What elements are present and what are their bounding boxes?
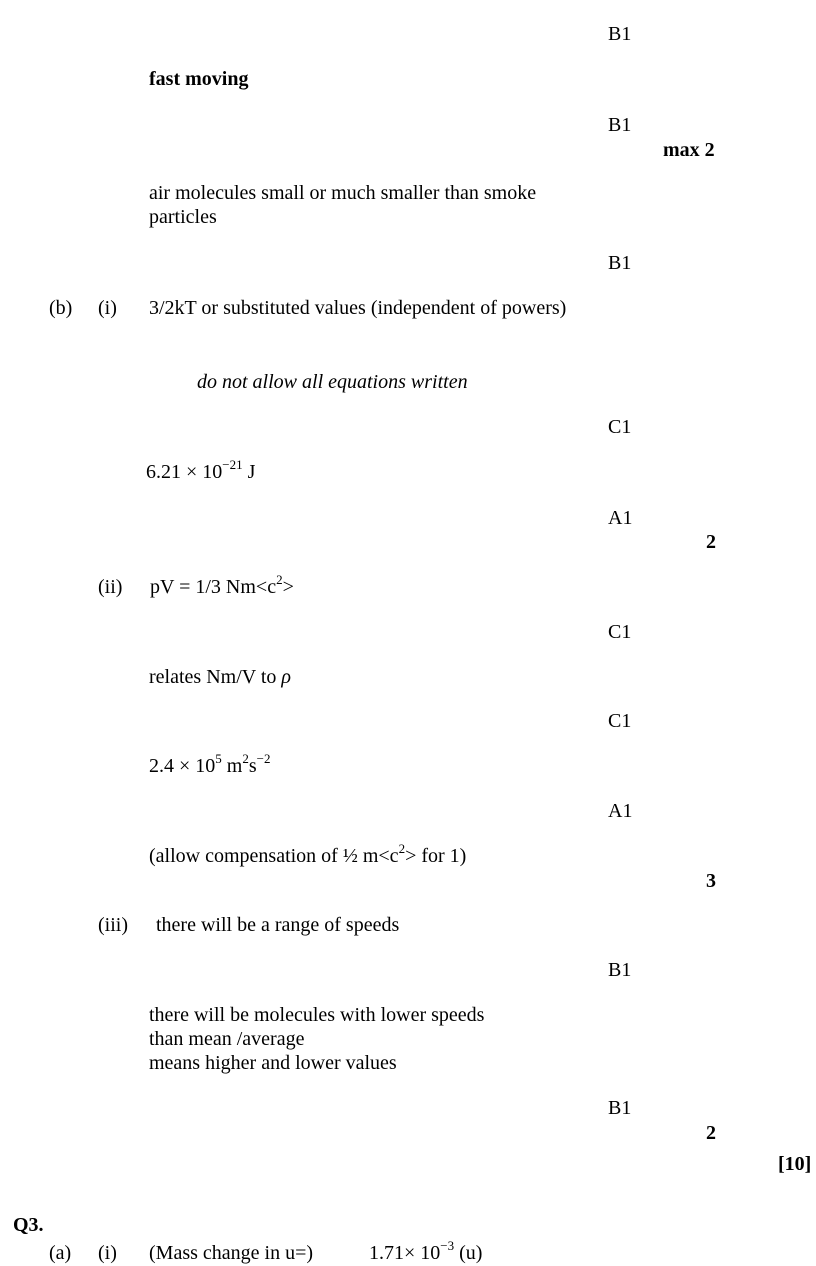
answer-energy-value bbox=[146, 457, 256, 484]
pv-equation-b: > bbox=[282, 576, 294, 598]
mark-b1-3: B1 bbox=[608, 252, 632, 274]
answer-lower-speeds-line3: means higher and lower values bbox=[149, 1052, 397, 1074]
mark-max-2: max 2 bbox=[663, 139, 715, 161]
mass-unit: (u) bbox=[454, 1242, 483, 1264]
mark-b1-5: B1 bbox=[608, 1097, 632, 1119]
total-bii: 3 bbox=[706, 870, 716, 892]
total-bi: 2 bbox=[706, 531, 716, 553]
speed-mantissa: 2.4 × 10 bbox=[149, 755, 216, 777]
allow-sup: 2 bbox=[398, 841, 406, 857]
total-biii: 2 bbox=[706, 1122, 716, 1144]
speed-m-exp: 2 bbox=[242, 751, 249, 767]
allow-a: (allow compensation of ½ m<c bbox=[149, 845, 399, 867]
answer-3-2-kt: 3/2kT or substituted values (independent of powers) bbox=[149, 297, 567, 319]
answer-lower-speeds-line1: there will be molecules with lower speeds bbox=[149, 1004, 485, 1026]
question-total: [10] bbox=[778, 1153, 812, 1175]
part-b-i-label: (i) bbox=[98, 297, 117, 319]
q3-mass-change-label: (Mass change in u=) bbox=[149, 1242, 314, 1264]
speed-exp: 5 bbox=[215, 751, 222, 767]
answer-pv-equation bbox=[150, 572, 294, 599]
mark-c1-3: C1 bbox=[608, 710, 632, 732]
pv-equation-a: pV = 1/3 Nm<c bbox=[150, 576, 277, 598]
speed-s-exp: −2 bbox=[256, 751, 271, 767]
part-b-ii-label: (ii) bbox=[98, 576, 123, 598]
allow-compensation bbox=[149, 841, 467, 868]
question-3-title: Q3. bbox=[13, 1214, 44, 1236]
mark-b1-2: B1 bbox=[608, 114, 632, 136]
answer-range-of-speeds: there will be a range of speeds bbox=[156, 914, 400, 936]
part-b-label: (b) bbox=[49, 297, 73, 319]
q3-part-a-label: (a) bbox=[49, 1242, 72, 1264]
q3-mass-change-value bbox=[369, 1238, 483, 1265]
answer-lower-speeds-line2: than mean /average bbox=[149, 1028, 305, 1050]
mark-b1-1: B1 bbox=[608, 23, 632, 45]
answer-air-molecules-line2: particles bbox=[149, 206, 217, 228]
answer-fast-moving: fast moving bbox=[149, 68, 249, 90]
mark-c1-1: C1 bbox=[608, 416, 632, 438]
rho-symbol: ρ bbox=[281, 666, 291, 688]
energy-mantissa: 6.21 × 10 bbox=[146, 461, 223, 483]
mark-b1-4: B1 bbox=[608, 959, 632, 981]
mass-mantissa: 1.71× 10 bbox=[369, 1242, 441, 1264]
answer-relates-nmv bbox=[149, 665, 291, 689]
mark-a1-1: A1 bbox=[608, 507, 633, 529]
mass-exp: −3 bbox=[440, 1238, 455, 1254]
speed-s: s bbox=[248, 755, 257, 777]
energy-exponent: −21 bbox=[222, 457, 243, 473]
relates-text: relates Nm/V to bbox=[149, 666, 282, 688]
energy-unit: J bbox=[242, 461, 256, 483]
pv-equation-sup: 2 bbox=[276, 572, 283, 588]
part-b-iii-label: (iii) bbox=[98, 914, 128, 936]
allow-b: > for 1) bbox=[405, 845, 467, 867]
q3-part-i-label: (i) bbox=[98, 1242, 117, 1264]
speed-m: m bbox=[221, 755, 243, 777]
answer-air-molecules-line1: air molecules small or much smaller than smoke bbox=[149, 182, 537, 204]
note-do-not-allow: do not allow all equations written bbox=[197, 371, 468, 393]
mark-a1-2: A1 bbox=[608, 800, 633, 822]
answer-speed-squared bbox=[149, 751, 271, 778]
mark-c1-2: C1 bbox=[608, 621, 632, 643]
